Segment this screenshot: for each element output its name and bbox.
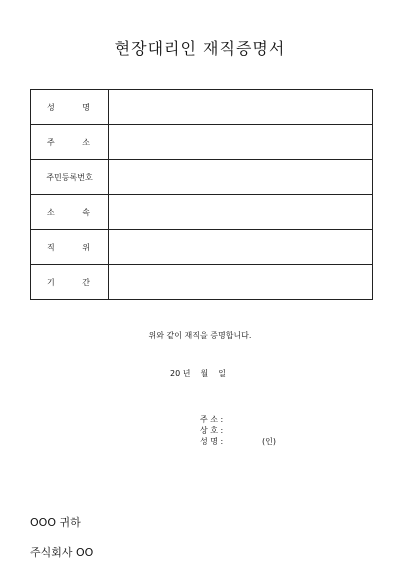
label-name xyxy=(31,90,109,125)
date-line xyxy=(170,368,226,379)
issuer-company-row xyxy=(200,425,276,436)
label-char: 위 xyxy=(82,242,90,252)
table-row xyxy=(31,125,373,160)
label-char: 소 xyxy=(82,137,90,147)
label-char: 기 xyxy=(47,277,55,287)
issuer-company-label: 상 호 : xyxy=(200,426,224,435)
label-char: 속 xyxy=(82,207,90,217)
company-name: 주식회사 OO xyxy=(30,546,94,559)
value-period[interactable] xyxy=(109,265,373,300)
table-row xyxy=(31,90,373,125)
label-period xyxy=(31,265,109,300)
issuer-name-row xyxy=(200,436,276,447)
value-address[interactable] xyxy=(109,125,373,160)
table-row xyxy=(31,195,373,230)
label-address xyxy=(31,125,109,160)
document-title: 현장대리인 재직증명서 xyxy=(114,39,286,58)
table-row xyxy=(31,265,373,300)
issuer-info xyxy=(200,414,276,447)
label-resident-number: 주민등록번호 xyxy=(31,160,109,195)
issuer-address-label: 주 소 : xyxy=(200,415,224,424)
date-month: 월 xyxy=(200,369,209,378)
certification-statement: 위와 같이 재직을 증명합니다. xyxy=(148,331,252,340)
label-char: 간 xyxy=(82,277,90,287)
table-row xyxy=(31,160,373,195)
seal-mark: (인) xyxy=(262,437,276,446)
label-affiliation xyxy=(31,195,109,230)
info-table xyxy=(30,89,373,300)
label-char: 소 xyxy=(47,207,55,217)
recipient: OOO 귀하 xyxy=(30,516,81,529)
value-affiliation[interactable] xyxy=(109,195,373,230)
issuer-name-label: 성 명 : xyxy=(200,437,224,446)
label-char: 명 xyxy=(82,102,90,112)
value-resident-number[interactable] xyxy=(109,160,373,195)
value-name[interactable] xyxy=(109,90,373,125)
label-position xyxy=(31,230,109,265)
table-row xyxy=(31,230,373,265)
label-char: 주 xyxy=(47,137,55,147)
label-char: 성 xyxy=(47,102,55,112)
label-char: 직 xyxy=(47,242,55,252)
date-day: 일 xyxy=(218,369,226,378)
value-position[interactable] xyxy=(109,230,373,265)
issuer-address-row xyxy=(200,414,276,425)
date-year: 20 년 xyxy=(170,369,191,378)
